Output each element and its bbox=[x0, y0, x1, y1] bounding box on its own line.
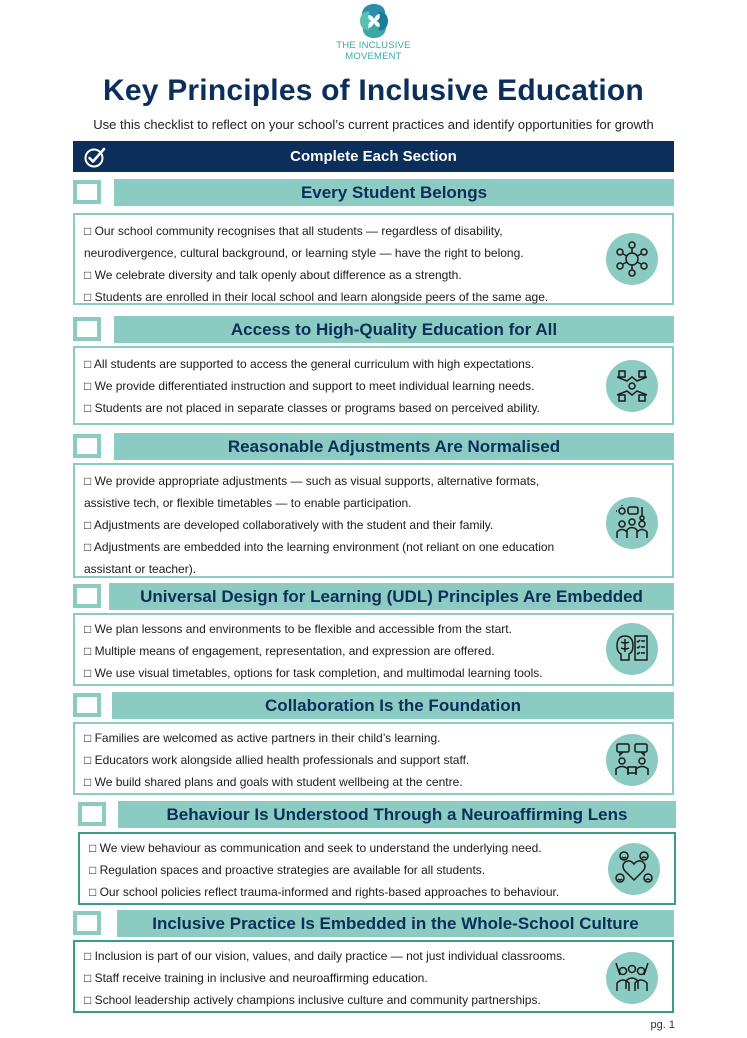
conversation-icon bbox=[606, 734, 658, 786]
logo-name-line-2: MOVEMENT bbox=[345, 51, 402, 62]
page-subtitle: Use this checklist to reflect on your school’s current practices and identify opportunities for growth bbox=[93, 117, 654, 132]
checklist-item[interactable]: □ We view behaviour as communication and seek to understand the underlying need. bbox=[89, 841, 542, 855]
checklist-item-continued: neurodivergence, cultural background, or learning style — have the right to belong. bbox=[84, 246, 524, 260]
checklist-item[interactable]: □ Our school community recognises that all students — regardless of disability, bbox=[84, 224, 503, 238]
checklist-item[interactable]: □ Educators work alongside allied health professionals and support staff. bbox=[84, 753, 470, 767]
section-header-behaviour-neuroaffirming-lens bbox=[78, 801, 676, 828]
section-title: Collaboration Is the Foundation bbox=[112, 692, 674, 719]
complete-each-section-banner bbox=[73, 141, 674, 172]
section-title: Access to High-Quality Education for All bbox=[114, 316, 674, 343]
section-header-reasonable-adjustments bbox=[73, 433, 674, 460]
section-body-behaviour-neuroaffirming-lens bbox=[78, 832, 676, 905]
section-title: Universal Design for Learning (UDL) Principles Are Embedded bbox=[109, 583, 674, 610]
section-title: Every Student Belongs bbox=[114, 179, 674, 206]
section-checkbox[interactable] bbox=[73, 317, 101, 341]
checklist-item[interactable]: □ Students are not placed in separate classes or programs based on perceived ability. bbox=[84, 401, 540, 415]
helping-hands-icon bbox=[606, 360, 658, 412]
section-checkbox[interactable] bbox=[73, 584, 101, 608]
checklist-item[interactable]: □ Staff receive training in inclusive and neuroaffirming education. bbox=[84, 971, 428, 985]
section-title: Behaviour Is Understood Through a Neuroaffirming Lens bbox=[118, 801, 676, 828]
checklist-item-continued: assistive tech, or flexible timetables — to enable participation. bbox=[84, 496, 412, 510]
emotions-heart-icon bbox=[608, 843, 660, 895]
section-checkbox[interactable] bbox=[73, 434, 101, 458]
checklist-item[interactable]: □ We plan lessons and environments to be flexible and accessible from the start. bbox=[84, 622, 512, 636]
section-header-whole-school-culture bbox=[73, 910, 674, 937]
checklist-item[interactable]: □ Our school policies reflect trauma-informed and rights-based approaches to behaviour. bbox=[89, 885, 560, 899]
section-checkbox[interactable] bbox=[78, 802, 106, 826]
section-header-collaboration bbox=[73, 692, 674, 719]
checklist-item[interactable]: □ Families are welcomed as active partners in their child’s learning. bbox=[84, 731, 441, 745]
checklist-item[interactable]: □ Adjustments are embedded into the learning environment (not reliant on one education bbox=[84, 540, 555, 554]
section-body-whole-school-culture bbox=[73, 940, 674, 1013]
checklist-item-continued: assistant or teacher). bbox=[84, 562, 197, 576]
logo-name-line-1: THE INCLUSIVE bbox=[336, 40, 411, 51]
check-circle-icon bbox=[83, 145, 107, 169]
section-header-every-student-belongs bbox=[73, 179, 674, 206]
section-title: Reasonable Adjustments Are Normalised bbox=[114, 433, 674, 460]
logo-mark-icon bbox=[357, 2, 391, 40]
section-body-access-to-high-quality-education bbox=[73, 346, 674, 425]
community-circle-icon bbox=[606, 233, 658, 285]
section-body-reasonable-adjustments bbox=[73, 463, 674, 578]
checklist-item[interactable]: □ Multiple means of engagement, representation, and expression are offered. bbox=[84, 644, 495, 658]
section-body-universal-design-for-learning bbox=[73, 613, 674, 686]
section-title: Inclusive Practice Is Embedded in the Whole-School Culture bbox=[117, 910, 674, 937]
checklist-item[interactable]: □ School leadership actively champions inclusive culture and community partnerships. bbox=[84, 993, 541, 1007]
checklist-item[interactable]: □ Regulation spaces and proactive strategies are available for all students. bbox=[89, 863, 486, 877]
section-body-collaboration bbox=[73, 722, 674, 795]
checklist-item[interactable]: □ Inclusion is part of our vision, values, and daily practice — not just individual classrooms. bbox=[84, 949, 566, 963]
checklist-item[interactable]: □ We celebrate diversity and talk openly about difference as a strength. bbox=[84, 268, 462, 282]
section-body-every-student-belongs bbox=[73, 213, 674, 305]
page-number: pg. 1 bbox=[650, 1019, 675, 1031]
section-checkbox[interactable] bbox=[73, 180, 101, 204]
checklist-item[interactable]: □ All students are supported to access the general curriculum with high expectations. bbox=[84, 357, 535, 371]
checklist-item[interactable]: □ Adjustments are developed collaboratively with the student and their family. bbox=[84, 518, 494, 532]
group-ideas-icon bbox=[606, 497, 658, 549]
checklist-item[interactable]: □ We use visual timetables, options for task completion, and multimodal learning tools. bbox=[84, 666, 543, 680]
team-celebrate-icon bbox=[606, 952, 658, 1004]
checklist-item[interactable]: □ We provide differentiated instruction and support to meet individual learning needs. bbox=[84, 379, 535, 393]
section-header-universal-design-for-learning bbox=[73, 583, 674, 610]
checklist-item[interactable]: □ We build shared plans and goals with student wellbeing at the centre. bbox=[84, 775, 463, 789]
brain-checklist-icon bbox=[606, 623, 658, 675]
page-title: Key Principles of Inclusive Education bbox=[103, 74, 644, 107]
section-checkbox[interactable] bbox=[73, 693, 101, 717]
banner-label: Complete Each Section bbox=[290, 148, 457, 165]
checklist-item[interactable]: □ We provide appropriate adjustments — such as visual supports, alternative formats, bbox=[84, 474, 540, 488]
logo bbox=[0, 2, 747, 62]
section-checkbox[interactable] bbox=[73, 911, 101, 935]
checklist-item[interactable]: □ Students are enrolled in their local school and learn alongside peers of the same age. bbox=[84, 290, 549, 304]
section-header-access-to-high-quality-education bbox=[73, 316, 674, 343]
